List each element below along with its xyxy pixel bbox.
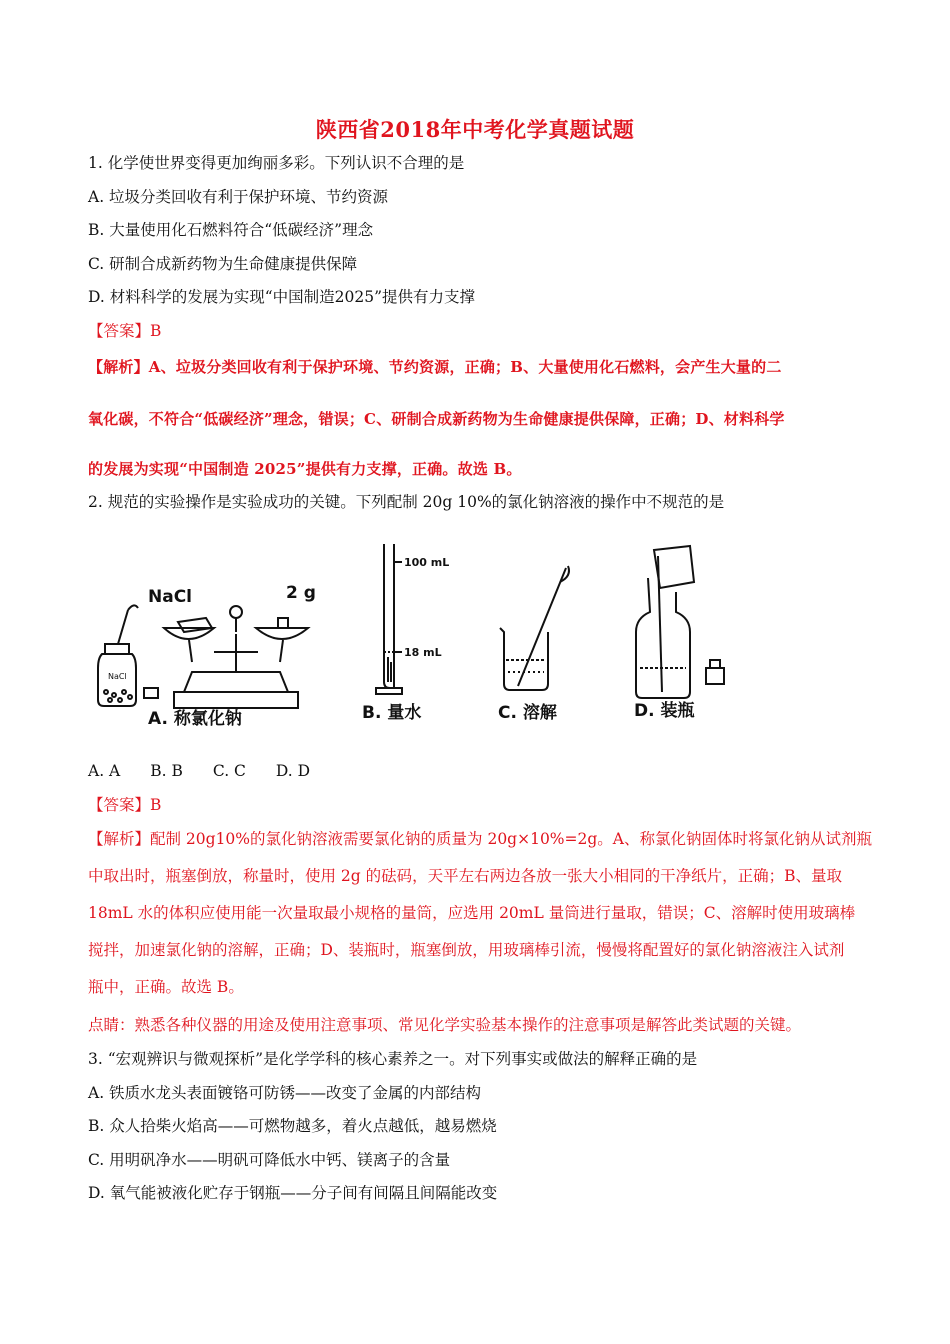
q2-explanation-line-1: 【解析】配制 20g10%的氯化钠溶液需要氯化钠的质量为 20g×10%=2g。A、称氯化钠固体时将氯化钠从试剂瓶 [88, 830, 873, 848]
q1-explanation-line-3: 的发展为实现“中国制造 2025”提供有力支撑，正确。故选 B。 [88, 460, 522, 478]
q2-answer: 【答案】B [88, 796, 162, 814]
q1-explanation-line-1: 【解析】A、垃圾分类回收有利于保护环境、节约资源，正确；B、大量使用化石燃料，会产生大量的二 [88, 358, 782, 376]
q1-answer: 【答案】B [88, 322, 162, 340]
experiment-illustration [88, 532, 788, 732]
q3-option-b: B. 众人拾柴火焰高——可燃物越多，着火点越低，越易燃烧 [88, 1117, 497, 1135]
q2-option-b: B. B [150, 762, 183, 780]
q1-explanation-line-2: 氧化碳，不符合“低碳经济”理念，错误；C、研制合成新药物为生命健康提供保障，正确；D、材料科学 [88, 410, 785, 428]
nacl-paper-label: NaCl [148, 587, 193, 607]
balance-scale-icon [164, 606, 308, 708]
pouring-bottle-icon [636, 546, 724, 698]
q3-option-a: A. 铁质水龙头表面镀铬可防锈——改变了金属的内部结构 [88, 1084, 482, 1102]
cylinder-top-mark: 100 mL [404, 556, 450, 569]
caption-c: C. 溶解 [498, 703, 557, 723]
q1-option-c: C. 研制合成新药物为生命健康提供保障 [88, 255, 358, 273]
q2-option-c: C. C [212, 762, 246, 780]
q2-option-d: D. D [275, 762, 311, 780]
graduated-cylinder-icon [376, 544, 402, 694]
q3-stem: 3. “宏观辨识与微观探析”是化学学科的核心素养之一。对下列事实或做法的解释正确的是 [88, 1050, 698, 1068]
reagent-bottle-icon [98, 605, 158, 706]
q1-option-b: B. 大量使用化石燃料符合“低碳经济”理念 [88, 221, 374, 239]
q3-option-c: C. 用明矾净水——明矾可降低水中钙、镁离子的含量 [88, 1151, 451, 1169]
caption-b: B. 量水 [362, 703, 422, 723]
q3-option-d: D. 氧气能被液化贮存于钢瓶——分子间有间隔且间隔能改变 [88, 1184, 498, 1202]
q2-stem: 2. 规范的实验操作是实验成功的关键。下列配制 20g 10%的氯化钠溶液的操作中不规范的是 [88, 493, 725, 511]
bottle-label: NaCl [108, 672, 127, 681]
page-title: 陕西省2018年中考化学真题试题 [315, 117, 635, 142]
q2-explanation-line-4: 搅拌，加速氯化钠的溶解，正确；D、装瓶时，瓶塞倒放，用玻璃棒引流，慢慢将配置好的氯化钠溶液注入试剂 [88, 941, 845, 959]
q1-option-d: D. 材料科学的发展为实现“中国制造2025”提供有力支撑 [88, 288, 476, 306]
q2-options [88, 761, 340, 781]
caption-d: D. 装瓶 [634, 701, 695, 721]
experiment-figure [88, 532, 788, 732]
caption-a: A. 称氯化钠 [148, 709, 242, 729]
q1-stem: 1. 化学使世界变得更加绚丽多彩。下列认识不合理的是 [88, 154, 465, 172]
q1-option-a: A. 垃圾分类回收有利于保护环境、节约资源 [88, 188, 389, 206]
q2-tip: 点睛：熟悉各种仪器的用途及使用注意事项、常见化学实验基本操作的注意事项是解答此类试题的关键。 [88, 1016, 802, 1034]
q2-option-a: A. A [88, 762, 121, 780]
beaker-icon [500, 566, 569, 690]
q2-explanation-line-5: 瓶中，正确。故选 B。 [88, 978, 244, 996]
cylinder-18ml-mark: 18 mL [404, 646, 442, 659]
q2-explanation-line-2: 中取出时，瓶塞倒放，称量时，使用 2g 的砝码，天平左右两边各放一张大小相同的干净纸片，正确；B、量取 [88, 867, 843, 885]
weight-label: 2 g [286, 583, 316, 603]
q2-explanation-line-3: 18mL 水的体积应使用能一次量取最小规格的量筒，应选用 20mL 量筒进行量取，错误；C、溶解时使用玻璃棒 [88, 904, 856, 922]
